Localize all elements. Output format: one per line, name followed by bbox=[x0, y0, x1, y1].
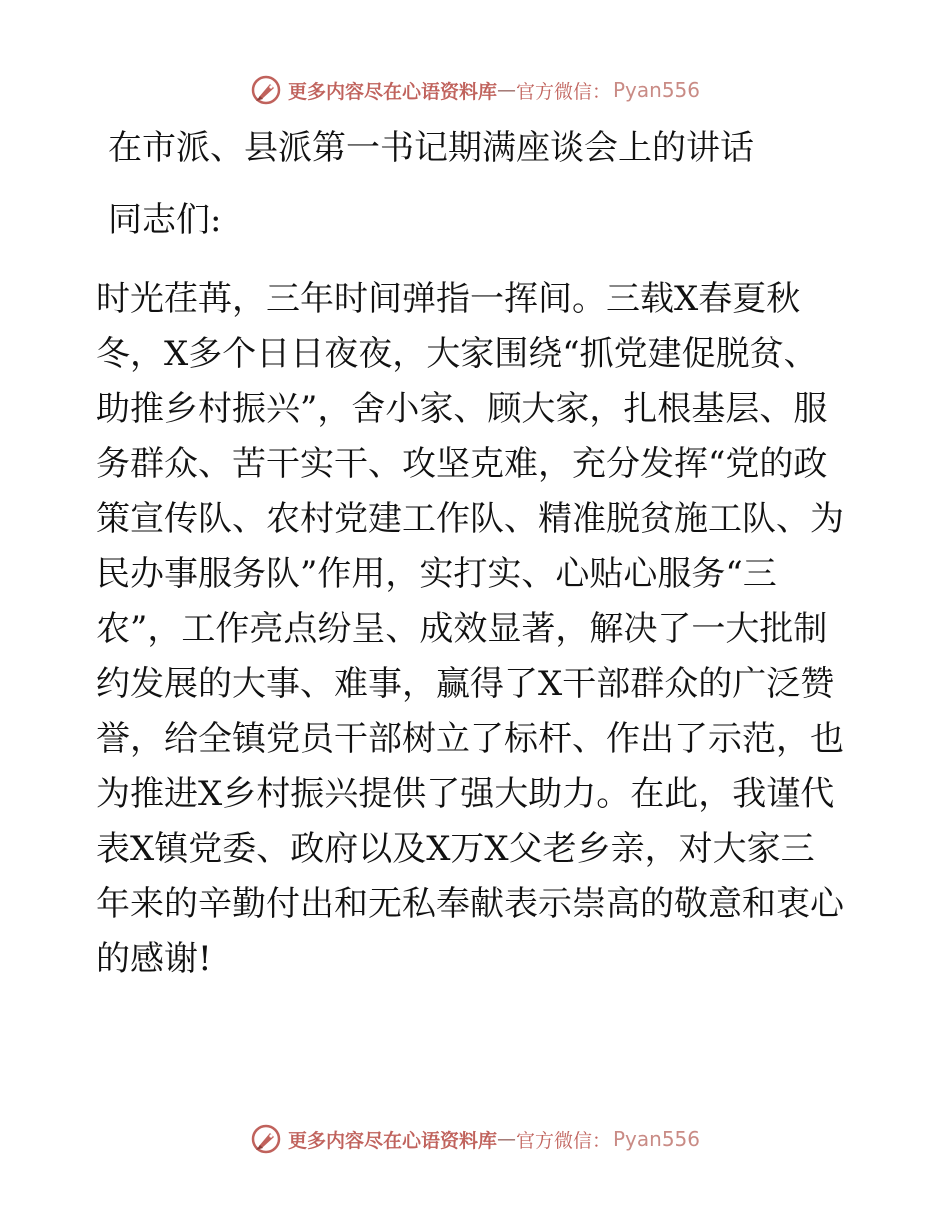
watermark-brand: 更多内容尽在心语资料库 bbox=[287, 80, 497, 103]
paragraph-line: 为推进X乡村振兴提供了强大助力。在此，我谨代 bbox=[96, 774, 835, 814]
watermark-wechat-id: Pyan556 bbox=[613, 1127, 701, 1151]
watermark-official-label: 官方微信： bbox=[515, 80, 611, 103]
pen-nib-logo-icon bbox=[250, 1123, 282, 1155]
watermark-wechat-id: Pyan556 bbox=[613, 78, 701, 102]
watermark-separator: — bbox=[496, 79, 516, 101]
paragraph-line: 表X镇党委、政府以及X万X父老乡亲，对大家三 bbox=[96, 829, 815, 869]
footer-watermark bbox=[0, 1119, 950, 1159]
document-title: 在市派、县派第一书记期满座谈会上的讲话 bbox=[108, 128, 754, 168]
watermark-separator: — bbox=[496, 1128, 516, 1150]
pen-nib-logo-icon bbox=[250, 74, 282, 106]
paragraph-line: 务群众、苦干实干、攻坚克难，充分发挥“党的政 bbox=[96, 444, 828, 484]
paragraph-line: 冬，X多个日日夜夜，大家围绕“抓党建促脱贫、 bbox=[96, 334, 818, 374]
paragraph-line: 农”，工作亮点纷呈、成效显著，解决了一大批制 bbox=[96, 609, 828, 649]
watermark-official-label: 官方微信： bbox=[515, 1129, 611, 1152]
document-greeting: 同志们: bbox=[108, 200, 222, 240]
document-paragraph bbox=[96, 272, 856, 987]
paragraph-line: 约发展的大事、难事，赢得了X干部群众的广泛赞 bbox=[96, 664, 835, 704]
paragraph-line: 民办事服务队”作用，实打实、心贴心服务“三 bbox=[96, 554, 777, 594]
paragraph-line: 的感谢! bbox=[96, 939, 212, 979]
paragraph-line: 誉，给全镇党员干部树立了标杆、作出了示范，也 bbox=[96, 719, 844, 759]
paragraph-line: 时光荏苒，三年时间弹指一挥间。三载X春夏秋 bbox=[96, 279, 801, 319]
watermark-brand: 更多内容尽在心语资料库 bbox=[287, 1129, 497, 1152]
header-watermark bbox=[0, 70, 950, 110]
paragraph-line: 助推乡村振兴”，舍小家、顾大家，扎根基层、服 bbox=[96, 389, 828, 429]
paragraph-line: 年来的辛勤付出和无私奉献表示崇高的敬意和衷心 bbox=[96, 884, 844, 924]
paragraph-line: 策宣传队、农村党建工作队、精准脱贫施工队、为 bbox=[96, 499, 844, 539]
